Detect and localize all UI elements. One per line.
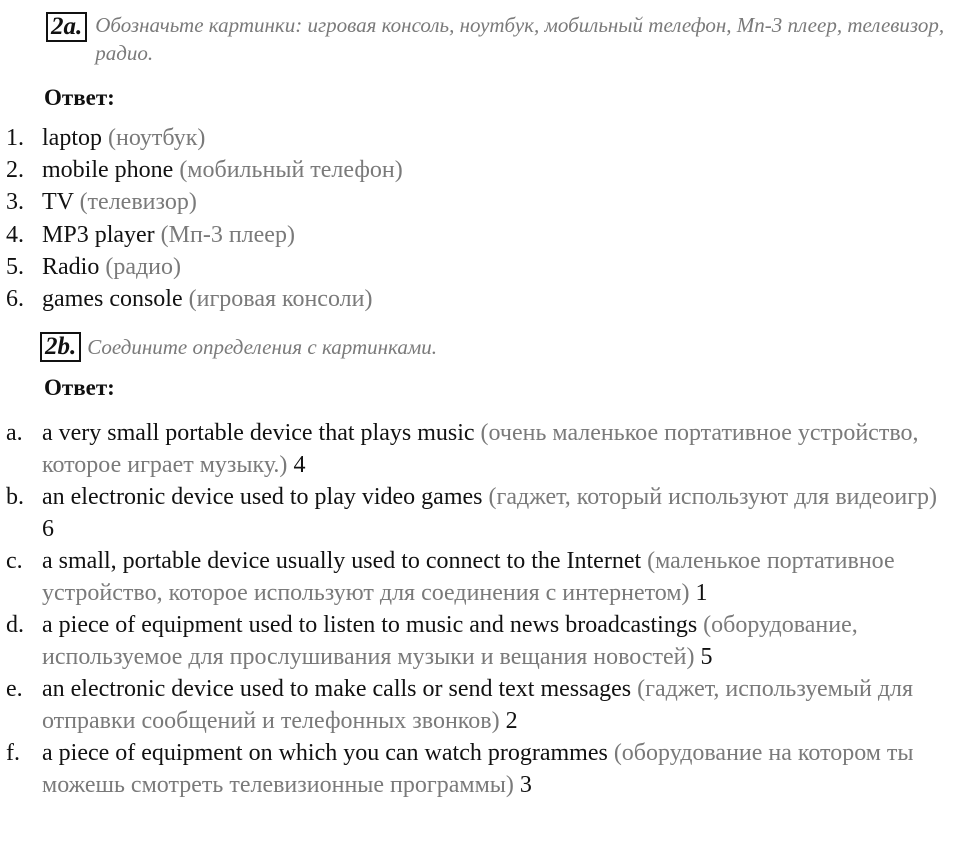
item-russian: (радио): [105, 253, 182, 280]
task-2b-header: [40, 332, 950, 362]
list-item: [0, 154, 960, 186]
task-2a-answer-list: [0, 122, 960, 315]
item-english: Radio: [42, 253, 100, 280]
list-item: [0, 417, 960, 481]
item-english: a piece of equipment used to listen to music and news broadcastings: [42, 612, 698, 638]
list-item: [0, 609, 960, 673]
item-letter: f.: [6, 740, 20, 766]
item-english: a very small portable device that plays music: [42, 420, 475, 446]
item-russian: (очень маленькое портативное устройство, которое играет музыку.): [42, 420, 919, 478]
item-english: an electronic device used to make calls or send text messages: [42, 676, 632, 702]
item-english: an electronic device used to play video games: [42, 484, 483, 510]
list-item: [0, 186, 960, 218]
list-item: [0, 737, 960, 801]
task-2a-instruction: Обозначьте картинки: игровая консоль, ноутбук, мобильный телефон, Мп-3 плеер, телевизор, радио.: [95, 13, 945, 65]
item-russian: (игровая консоли): [188, 286, 373, 313]
item-russian: (ноутбук): [108, 125, 206, 151]
item-english: laptop: [42, 125, 102, 151]
item-number: 6.: [6, 286, 24, 313]
item-russian: (оборудование, используемое для прослушивания музыки и вещания новостей): [42, 612, 858, 670]
task-2b-instruction: Соедините определения с картинками.: [87, 335, 438, 359]
item-letter: d.: [6, 612, 24, 638]
task-2b-answer-list: [0, 417, 960, 801]
list-item: [0, 673, 960, 737]
item-number: 1.: [6, 125, 24, 151]
task-2b-answer-heading: Ответ:: [44, 375, 115, 400]
item-english: TV: [42, 189, 74, 216]
list-item: [0, 545, 960, 609]
item-number: 3.: [6, 189, 24, 216]
task-2a-header: [46, 12, 951, 67]
item-russian: (гаджет, который используют для видеоигр): [488, 484, 938, 510]
item-answer: 6: [42, 516, 54, 542]
item-english: a piece of equipment on which you can watch programmes: [42, 740, 608, 766]
item-number: 4.: [6, 221, 24, 248]
task-2a-answer-heading: Ответ:: [44, 85, 115, 110]
item-english: a small, portable device usually used to connect to the Internet: [42, 548, 642, 574]
item-letter: b.: [6, 484, 24, 510]
item-russian: (гаджет, используемый для отправки сообщений и телефонных звонков): [42, 676, 914, 734]
item-answer: 1: [695, 580, 708, 606]
item-russian: (Мп-3 плеер): [160, 221, 295, 248]
item-number: 5.: [6, 253, 24, 280]
list-item: [0, 283, 960, 315]
item-answer: 2: [505, 708, 518, 734]
item-english: MP3 player: [42, 221, 155, 248]
item-russian: (оборудование на котором ты можешь смотреть телевизионные программы): [42, 740, 914, 798]
item-answer: 3: [519, 772, 532, 798]
item-answer: 5: [700, 644, 713, 670]
task-2b-label: 2b.: [40, 332, 81, 362]
item-russian: (телевизор): [79, 189, 197, 216]
item-letter: c.: [6, 548, 23, 574]
list-item: [0, 251, 960, 283]
item-number: 2.: [6, 157, 24, 184]
list-item: [0, 219, 960, 251]
list-item: [0, 122, 960, 154]
item-russian: (мобильный телефон): [179, 157, 403, 184]
item-letter: a.: [6, 420, 23, 446]
item-english: mobile phone: [42, 157, 174, 184]
list-item: [0, 481, 960, 545]
task-2a-label: 2a.: [46, 12, 87, 42]
item-english: games console: [42, 286, 183, 313]
item-answer: 4: [293, 452, 306, 478]
item-letter: e.: [6, 676, 23, 702]
item-russian: (маленькое портативное устройство, которое используют для соединения с интернетом): [42, 548, 895, 606]
